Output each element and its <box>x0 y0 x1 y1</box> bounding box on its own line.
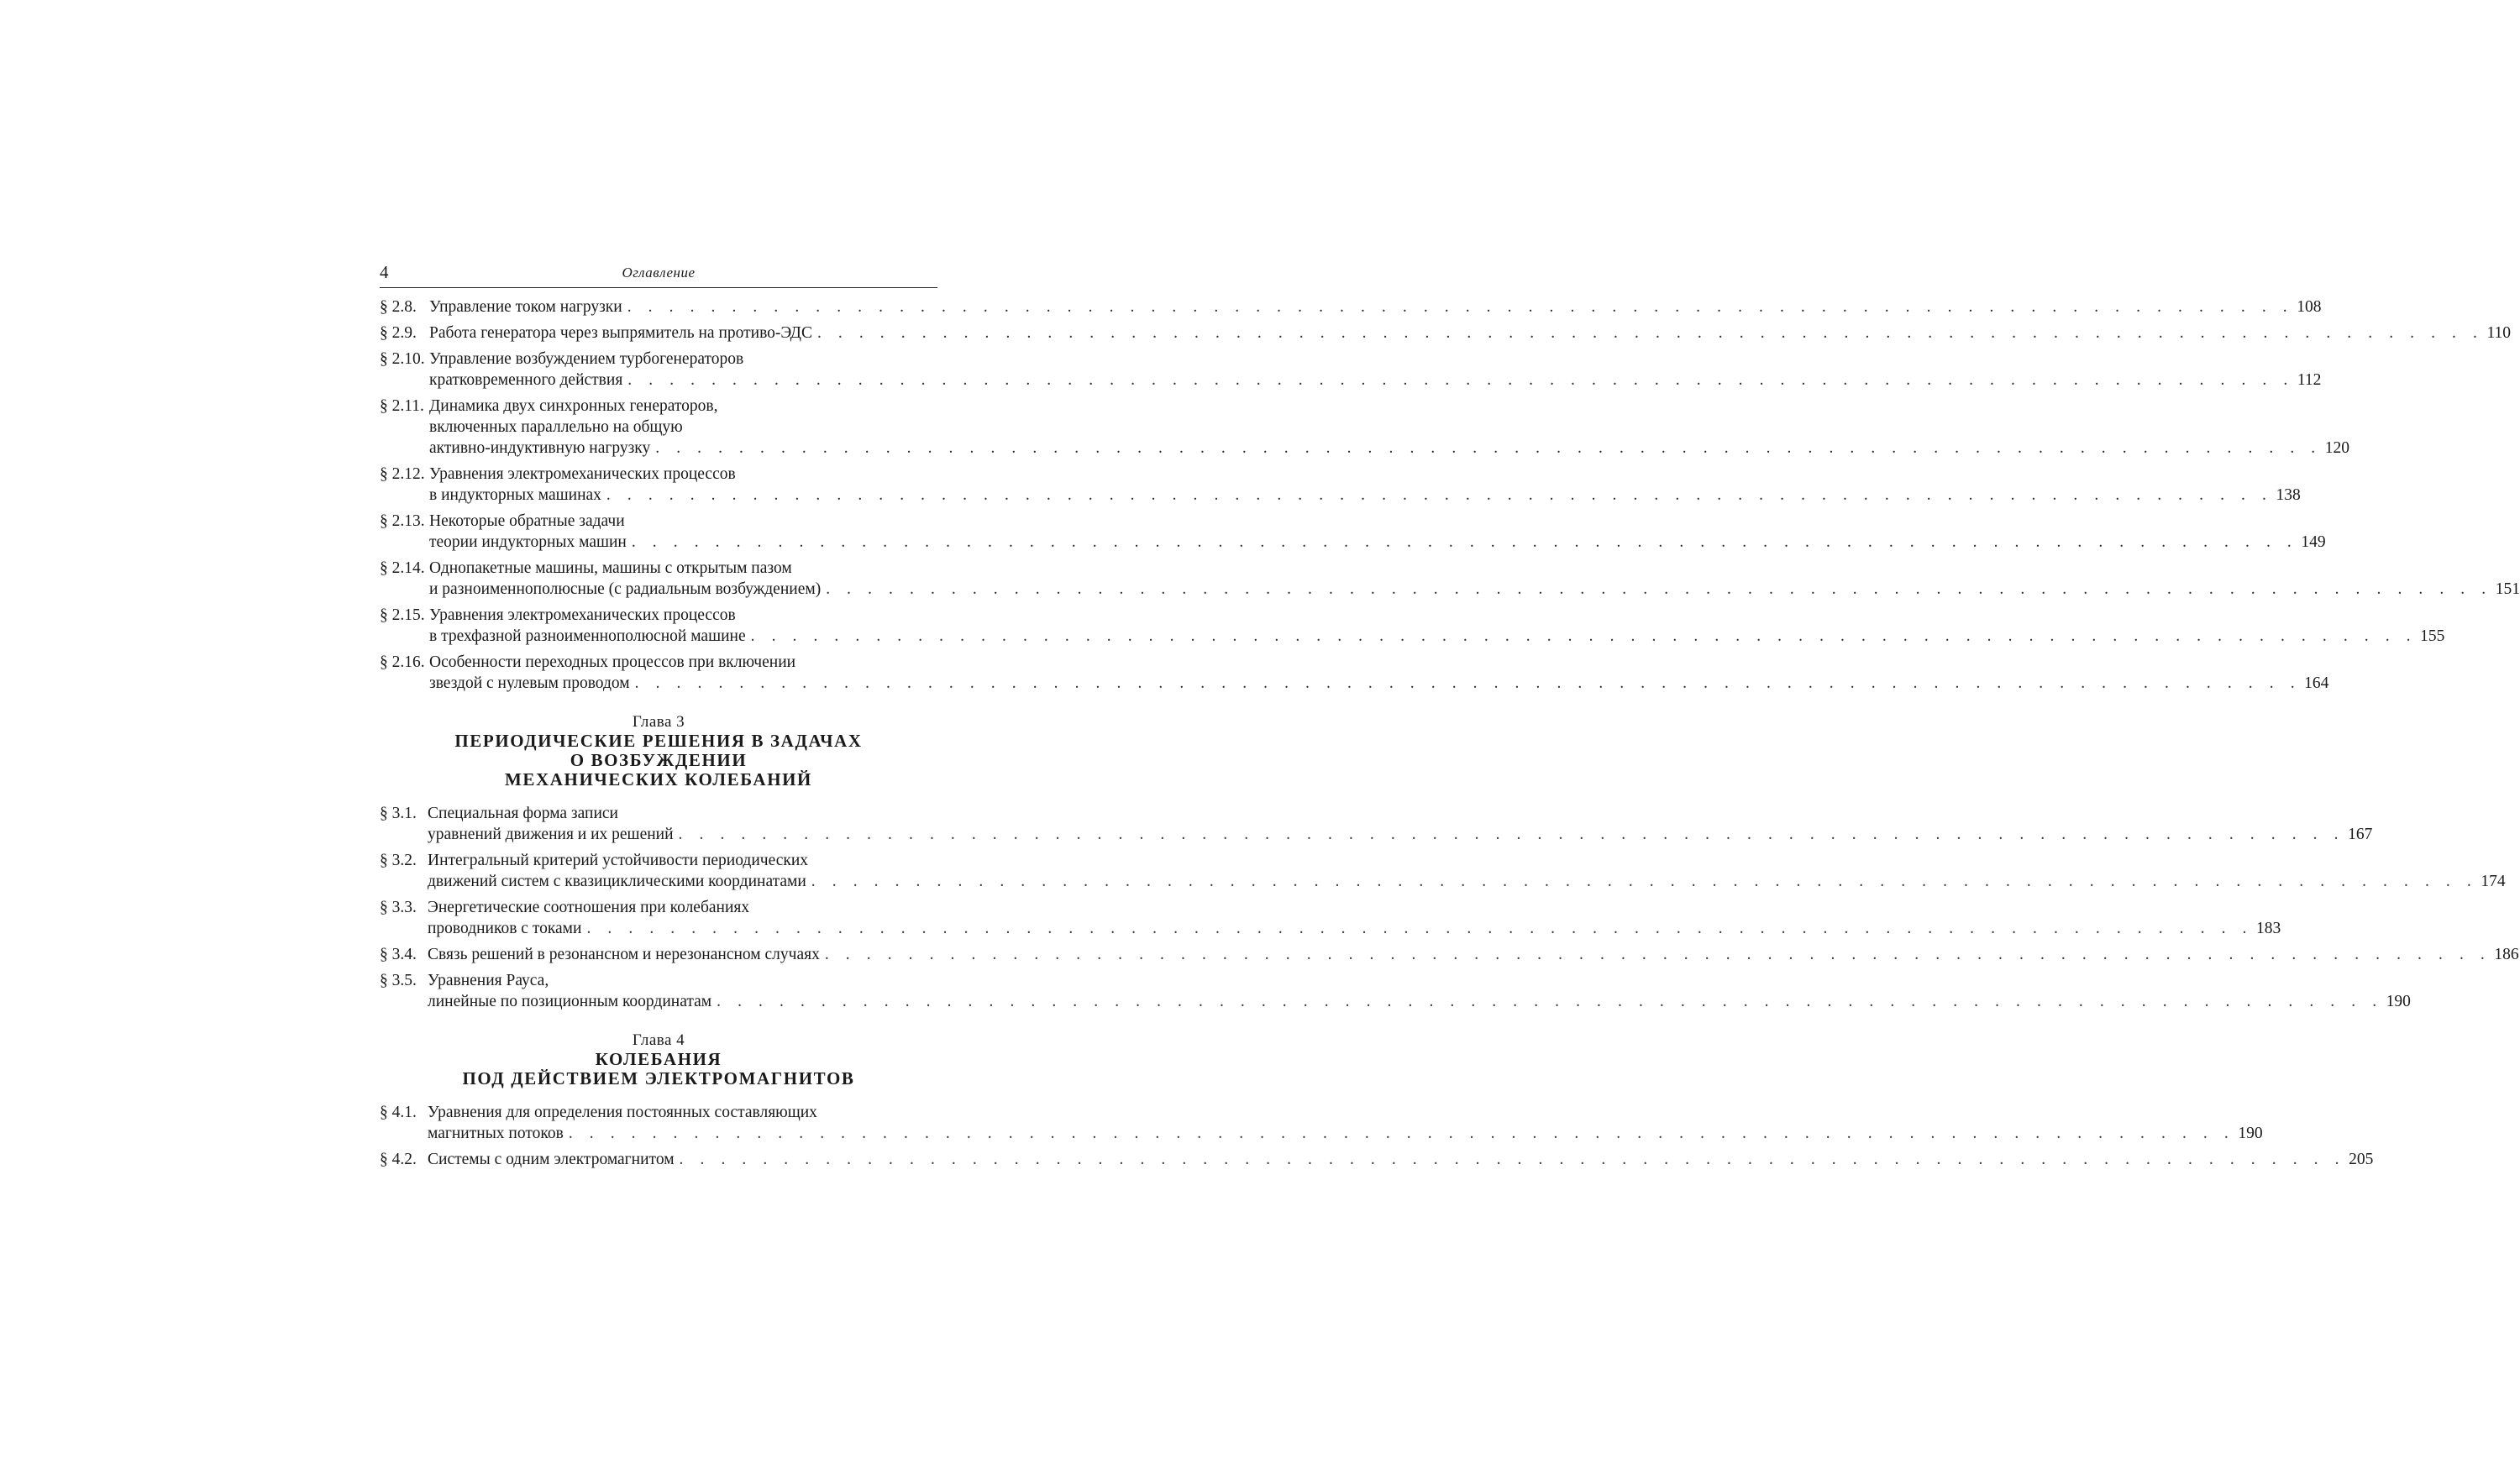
dot-leader: . . . . . . . . . . . . . . . . . . . . . . . . . . . . . . . . . . . . . . . . . . . . . . . . . . . . . . . . . . . . . . . . . . . . . . . . . . . . . . . . <box>816 324 2484 342</box>
chapter3-toc-list <box>380 803 2519 1012</box>
dot-leader: . . . . . . . . . . . . . . . . . . . . . . . . . . . . . . . . . . . . . . . . . . . . . . . . . . . . . . . . . . . . . . . . . . . . . . . . . . . . . . . . <box>679 1151 2346 1168</box>
section-number: § 3.5. <box>380 972 417 989</box>
section-number: § 3.1. <box>380 805 417 822</box>
section-title-last-line <box>429 323 2512 344</box>
chapter3-label: Глава 3 <box>632 713 685 731</box>
section-title-line: Энергетические соотношения при колебаниях <box>428 899 750 916</box>
section-title-last-line <box>428 918 2281 939</box>
toc-entry <box>380 970 2411 1012</box>
section-title-last-line <box>428 824 2373 845</box>
section-title-line: Особенности переходных процессов при включении <box>429 653 796 671</box>
section-title-last-line <box>429 532 2326 553</box>
chapter4-toc-list <box>380 1102 2374 1170</box>
section-title-line: в индукторных машинах <box>429 486 601 504</box>
dot-leader: . . . . . . . . . . . . . . . . . . . . . . . . . . . . . . . . . . . . . . . . . . . . . . . . . . . . . . . . . . . . . . . . . . . . . . . . . . . . . . . . <box>826 580 2492 598</box>
section-title-last-line <box>429 626 2445 647</box>
section-title-block <box>428 850 2506 892</box>
section-title-block <box>428 803 2373 845</box>
dot-leader: . . . . . . . . . . . . . . . . . . . . . . . . . . . . . . . . . . . . . . . . . . . . . . . . . . . . . . . . . . . . . . . . . . . . . . . . . . . . . . . . <box>606 486 2273 504</box>
section-title-line: кратковременного действия <box>429 371 623 389</box>
toc-entry <box>380 605 2445 647</box>
section-title-last-line <box>429 370 2322 391</box>
page-ref: 164 <box>2304 674 2329 692</box>
section-title-block <box>428 1102 2263 1144</box>
toc-entry <box>380 464 2301 506</box>
chapter3-title-line-1: ПЕРИОДИЧЕСКИЕ РЕШЕНИЯ В ЗАДАЧАХ <box>454 731 863 751</box>
section-number: § 2.14. <box>380 559 425 577</box>
section-title-line: Уравнения Рауса, <box>428 972 549 989</box>
toc-entry <box>380 944 2519 965</box>
section-title-line: магнитных потоков <box>428 1125 564 1142</box>
section-title-last-line <box>429 438 2350 459</box>
section-number: § 3.4. <box>380 946 417 963</box>
section-number: § 2.9. <box>380 324 417 342</box>
toc-entry <box>380 850 2506 892</box>
section-number: § 4.2. <box>380 1151 417 1168</box>
section-title-last-line <box>428 944 2519 965</box>
section-number: § 2.12. <box>380 465 425 483</box>
page-number: 4 <box>380 262 389 282</box>
section-title-line: Работа генератора через выпрямитель на противо-ЭДС <box>429 324 812 342</box>
section-title-block <box>429 652 2329 694</box>
section-title-line: теории индукторных машин <box>429 533 627 551</box>
chapter3-heading <box>380 713 937 789</box>
chapter4-heading <box>380 1031 937 1088</box>
chapter4-title-line-1: КОЛЕБАНИЯ <box>595 1049 722 1069</box>
page-ref: 190 <box>2238 1125 2263 1142</box>
section-title-line: Однопакетные машины, машины с открытым пазом <box>429 559 792 577</box>
dot-leader: . . . . . . . . . . . . . . . . . . . . . . . . . . . . . . . . . . . . . . . . . . . . . . . . . . . . . . . . . . . . . . . . . . . . . . . . . . . . . . . . <box>627 298 2294 316</box>
section-title-line: Уравнения для определения постоянных составляющих <box>428 1104 817 1121</box>
section-number: § 3.3. <box>380 899 417 916</box>
page-ref: 190 <box>2386 993 2411 1010</box>
dot-leader: . . . . . . . . . . . . . . . . . . . . . . . . . . . . . . . . . . . . . . . . . . . . . . . . . . . . . . . . . . . . . . . . . . . . . . . . . . . . . . . . <box>631 533 2298 551</box>
dot-leader: . . . . . . . . . . . . . . . . . . . . . . . . . . . . . . . . . . . . . . . . . . . . . . . . . . . . . . . . . . . . . . . . . . . . . . . . . . . . . . . . <box>678 826 2345 843</box>
section-title-block <box>429 464 2301 506</box>
toc-entry <box>380 349 2322 391</box>
page-ref: 149 <box>2301 533 2326 551</box>
section-title-last-line <box>428 871 2506 892</box>
section-title-last-line <box>428 991 2411 1012</box>
dot-leader: . . . . . . . . . . . . . . . . . . . . . . . . . . . . . . . . . . . . . . . . . . . . . . . . . . . . . . . . . . . . . . . . . . . . . . . . . . . . . . . . <box>824 946 2491 963</box>
running-head <box>380 262 937 288</box>
dot-leader: . . . . . . . . . . . . . . . . . . . . . . . . . . . . . . . . . . . . . . . . . . . . . . . . . . . . . . . . . . . . . . . . . . . . . . . . . . . . . . . . <box>811 873 2478 890</box>
section-title-line: Связь решений в резонансном и нерезонансном случаях <box>428 946 820 963</box>
section-title-line: Уравнения электромеханических процессов <box>429 606 736 624</box>
section-title-block <box>429 296 2322 317</box>
section-number: § 2.16. <box>380 653 425 671</box>
dot-leader: . . . . . . . . . . . . . . . . . . . . . . . . . . . . . . . . . . . . . . . . . . . . . . . . . . . . . . . . . . . . . . . . . . . . . . . . . . . . . . . . <box>627 371 2294 389</box>
section-title-last-line <box>429 485 2301 506</box>
section-title-line: в трехфазной разноименнополюсной машине <box>429 627 746 645</box>
section-title-line: Системы с одним электромагнитом <box>428 1151 675 1168</box>
toc-entry <box>380 1149 2374 1170</box>
dot-leader: . . . . . . . . . . . . . . . . . . . . . . . . . . . . . . . . . . . . . . . . . . . . . . . . . . . . . . . . . . . . . . . . . . . . . . . . . . . . . . . . <box>586 920 2253 937</box>
section-title-block <box>428 970 2411 1012</box>
section-title-line: проводников с токами <box>428 920 582 937</box>
section-number: § 2.11. <box>380 397 424 415</box>
running-title: Оглавление <box>622 265 696 281</box>
page-ref: 167 <box>2348 826 2373 843</box>
toc-entry <box>380 1102 2263 1144</box>
section-title-line: Управление возбуждением турбогенераторов <box>429 350 744 368</box>
section-title-last-line <box>429 579 2520 600</box>
toc-entry <box>380 897 2281 939</box>
section-title-last-line <box>428 1123 2263 1144</box>
page-ref: 174 <box>2481 873 2506 890</box>
section-number: § 4.1. <box>380 1104 417 1121</box>
chapter3-title-line-3: МЕХАНИЧЕСКИХ КОЛЕБАНИЙ <box>504 769 812 789</box>
section-title-line: Некоторые обратные задачи <box>429 512 625 530</box>
section-title-line: включенных параллельно на общую <box>429 418 683 436</box>
section-title-last-line <box>429 673 2329 694</box>
section-title-block <box>428 897 2281 939</box>
chapter3-title-line-2: О ВОЗБУЖДЕНИИ <box>570 750 748 770</box>
toc-entry <box>380 558 2520 600</box>
section-title-block <box>429 558 2520 600</box>
toc-entry <box>380 396 2350 459</box>
toc-entry <box>380 511 2326 553</box>
toc-entry <box>380 296 2322 317</box>
page-ref: 151 <box>2495 580 2520 598</box>
chapter2-toc-list <box>380 296 2520 694</box>
page-ref: 112 <box>2297 371 2322 389</box>
page-ref: 183 <box>2256 920 2281 937</box>
section-title-line: активно-индуктивную нагрузку <box>429 439 651 457</box>
page-ref: 120 <box>2324 439 2350 457</box>
toc-entry <box>380 323 2512 344</box>
dot-leader: . . . . . . . . . . . . . . . . . . . . . . . . . . . . . . . . . . . . . . . . . . . . . . . . . . . . . . . . . . . . . . . . . . . . . . . . . . . . . . . . <box>717 993 2383 1010</box>
page-ref: 205 <box>2349 1151 2374 1168</box>
section-number: § 2.15. <box>380 606 425 624</box>
section-title-last-line <box>428 1149 2374 1170</box>
section-title-line: Управление током нагрузки <box>429 298 622 316</box>
section-title-line: Специальная форма записи <box>428 805 618 822</box>
section-title-block <box>429 349 2322 391</box>
toc-entry <box>380 652 2329 694</box>
section-title-line: движений систем с квазициклическими координатами <box>428 873 806 890</box>
section-title-line: Уравнения электромеханических процессов <box>429 465 736 483</box>
section-number: § 3.2. <box>380 852 417 869</box>
section-number: § 2.13. <box>380 512 425 530</box>
section-title-block <box>428 1149 2374 1170</box>
dot-leader: . . . . . . . . . . . . . . . . . . . . . . . . . . . . . . . . . . . . . . . . . . . . . . . . . . . . . . . . . . . . . . . . . . . . . . . . . . . . . . . . <box>568 1125 2235 1142</box>
page-ref: 108 <box>2297 298 2322 316</box>
dot-leader: . . . . . . . . . . . . . . . . . . . . . . . . . . . . . . . . . . . . . . . . . . . . . . . . . . . . . . . . . . . . . . . . . . . . . . . . . . . . . . . . <box>655 439 2322 457</box>
section-number: § 2.10. <box>380 350 425 368</box>
section-title-line: звездой с нулевым проводом <box>429 674 630 692</box>
section-title-block <box>429 396 2350 459</box>
dot-leader: . . . . . . . . . . . . . . . . . . . . . . . . . . . . . . . . . . . . . . . . . . . . . . . . . . . . . . . . . . . . . . . . . . . . . . . . . . . . . . . . <box>750 627 2418 645</box>
section-title-line: уравнений движения и их решений <box>428 826 674 843</box>
section-title-block <box>428 944 2519 965</box>
section-title-block <box>429 323 2512 344</box>
chapter4-label: Глава 4 <box>632 1031 685 1049</box>
page-ref: 138 <box>2276 486 2301 504</box>
toc-entry <box>380 803 2373 845</box>
chapter4-title-line-2: ПОД ДЕЙСТВИЕМ ЭЛЕКТРОМАГНИТОВ <box>462 1068 855 1088</box>
section-title-line: линейные по позиционным координатам <box>428 993 712 1010</box>
section-title-block <box>429 605 2445 647</box>
section-title-line: Интегральный критерий устойчивости периодических <box>428 852 809 869</box>
dot-leader: . . . . . . . . . . . . . . . . . . . . . . . . . . . . . . . . . . . . . . . . . . . . . . . . . . . . . . . . . . . . . . . . . . . . . . . . . . . . . . . . <box>634 674 2302 692</box>
section-title-line: Динамика двух синхронных генераторов, <box>429 397 718 415</box>
section-title-line: и разноименнополюсные (с радиальным возбуждением) <box>429 580 822 598</box>
section-number: § 2.8. <box>380 298 417 316</box>
section-title-block <box>429 511 2326 553</box>
page-ref: 110 <box>2486 324 2512 342</box>
page-ref: 155 <box>2420 627 2445 645</box>
section-title-last-line <box>429 296 2322 317</box>
page-ref: 186 <box>2494 946 2519 963</box>
toc-page <box>380 262 2520 1175</box>
